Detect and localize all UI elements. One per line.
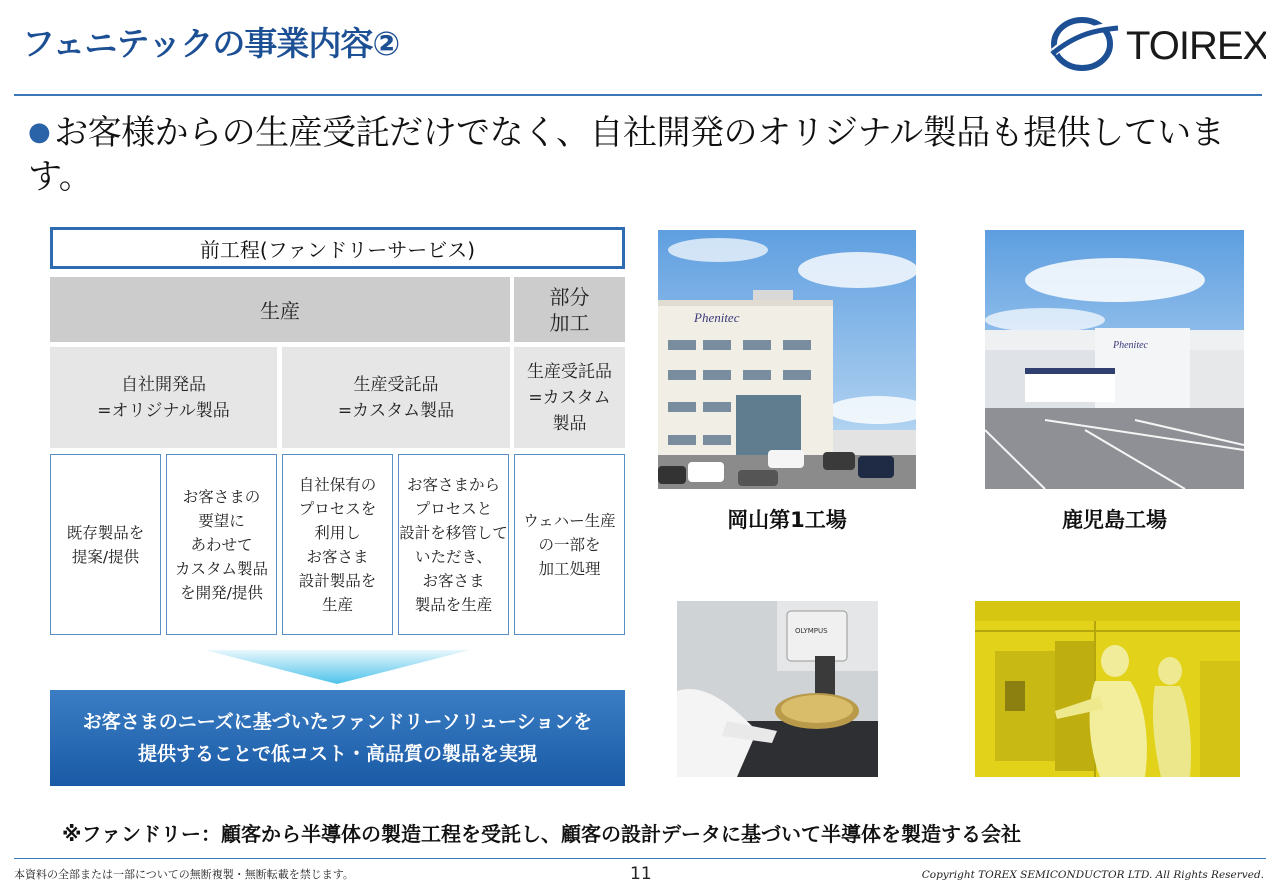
- okayama-factory-photo: [658, 230, 916, 489]
- page-number: 11: [630, 864, 652, 884]
- copy-notice: 本資料の全部または一部についての無断複製・無断転載を禁じます。: [14, 868, 354, 881]
- subcategory-custom-products: 生産受託品 =カスタム製品: [282, 347, 510, 448]
- kagoshima-caption: 鹿児島工場: [1062, 508, 1167, 532]
- detail-custom-development: お客さまの 要望に あわせて カスタム製品 を開発/提供: [166, 454, 277, 635]
- bullet-point: [28, 110, 1248, 199]
- svg-text:OLYMPUS: OLYMPUS: [795, 627, 828, 635]
- torex-logo: [1046, 12, 1266, 76]
- cleanroom-photo: [975, 601, 1240, 777]
- footer-divider: [14, 858, 1266, 859]
- svg-text:Phenitec: Phenitec: [694, 310, 740, 325]
- subcategory-custom-partial: 生産受託品 =カスタム 製品: [514, 347, 625, 448]
- detail-process-transfer: お客さまから プロセスと 設計を移管して いただき、 お客さま 製品を生産: [398, 454, 509, 635]
- detail-existing-products: 既存製品を 提案/提供: [50, 454, 161, 635]
- page-title: フェニテックの事業内容②: [22, 24, 400, 63]
- copyright: Copyright TOREX SEMICONDUCTOR LTD. All Rights Reserved.: [921, 869, 1264, 881]
- svg-text:Phenitec: Phenitec: [1113, 340, 1148, 351]
- subcategory-original-products: 自社開発品 =オリジナル製品: [50, 347, 277, 448]
- result-statement: お客さまのニーズに基づいたファンドリーソリューションを 提供することで低コスト・高品質の製品を実現: [50, 690, 625, 786]
- svg-text:TOIREX: TOIREX: [1126, 24, 1266, 68]
- down-arrow-icon: [205, 650, 470, 686]
- foundry-footnote: ※ファンドリー：顧客から半導体の製造工程を受託し、顧客の設計データに基づいて半導体を製造する会社: [62, 822, 1022, 846]
- microscope-inspection-photo: [677, 601, 878, 777]
- bullet-text: お客様からの生産受託だけでなく、自社開発のオリジナル製品も提供しています。: [28, 113, 1225, 197]
- header-divider: [14, 94, 1262, 96]
- frontend-process-label: 前工程(ファンドリーサービス): [50, 227, 625, 269]
- okayama-caption: 岡山第1工場: [727, 508, 847, 532]
- detail-own-process: 自社保有の プロセスを 利用し お客さま 設計製品を 生産: [282, 454, 393, 635]
- bullet-icon: ●: [28, 117, 51, 147]
- detail-wafer-processing: ウェハー生産 の一部を 加工処理: [514, 454, 625, 635]
- category-production: 生産: [50, 277, 510, 342]
- category-partial-processing: 部分 加工: [514, 277, 625, 342]
- kagoshima-factory-photo: [985, 230, 1244, 489]
